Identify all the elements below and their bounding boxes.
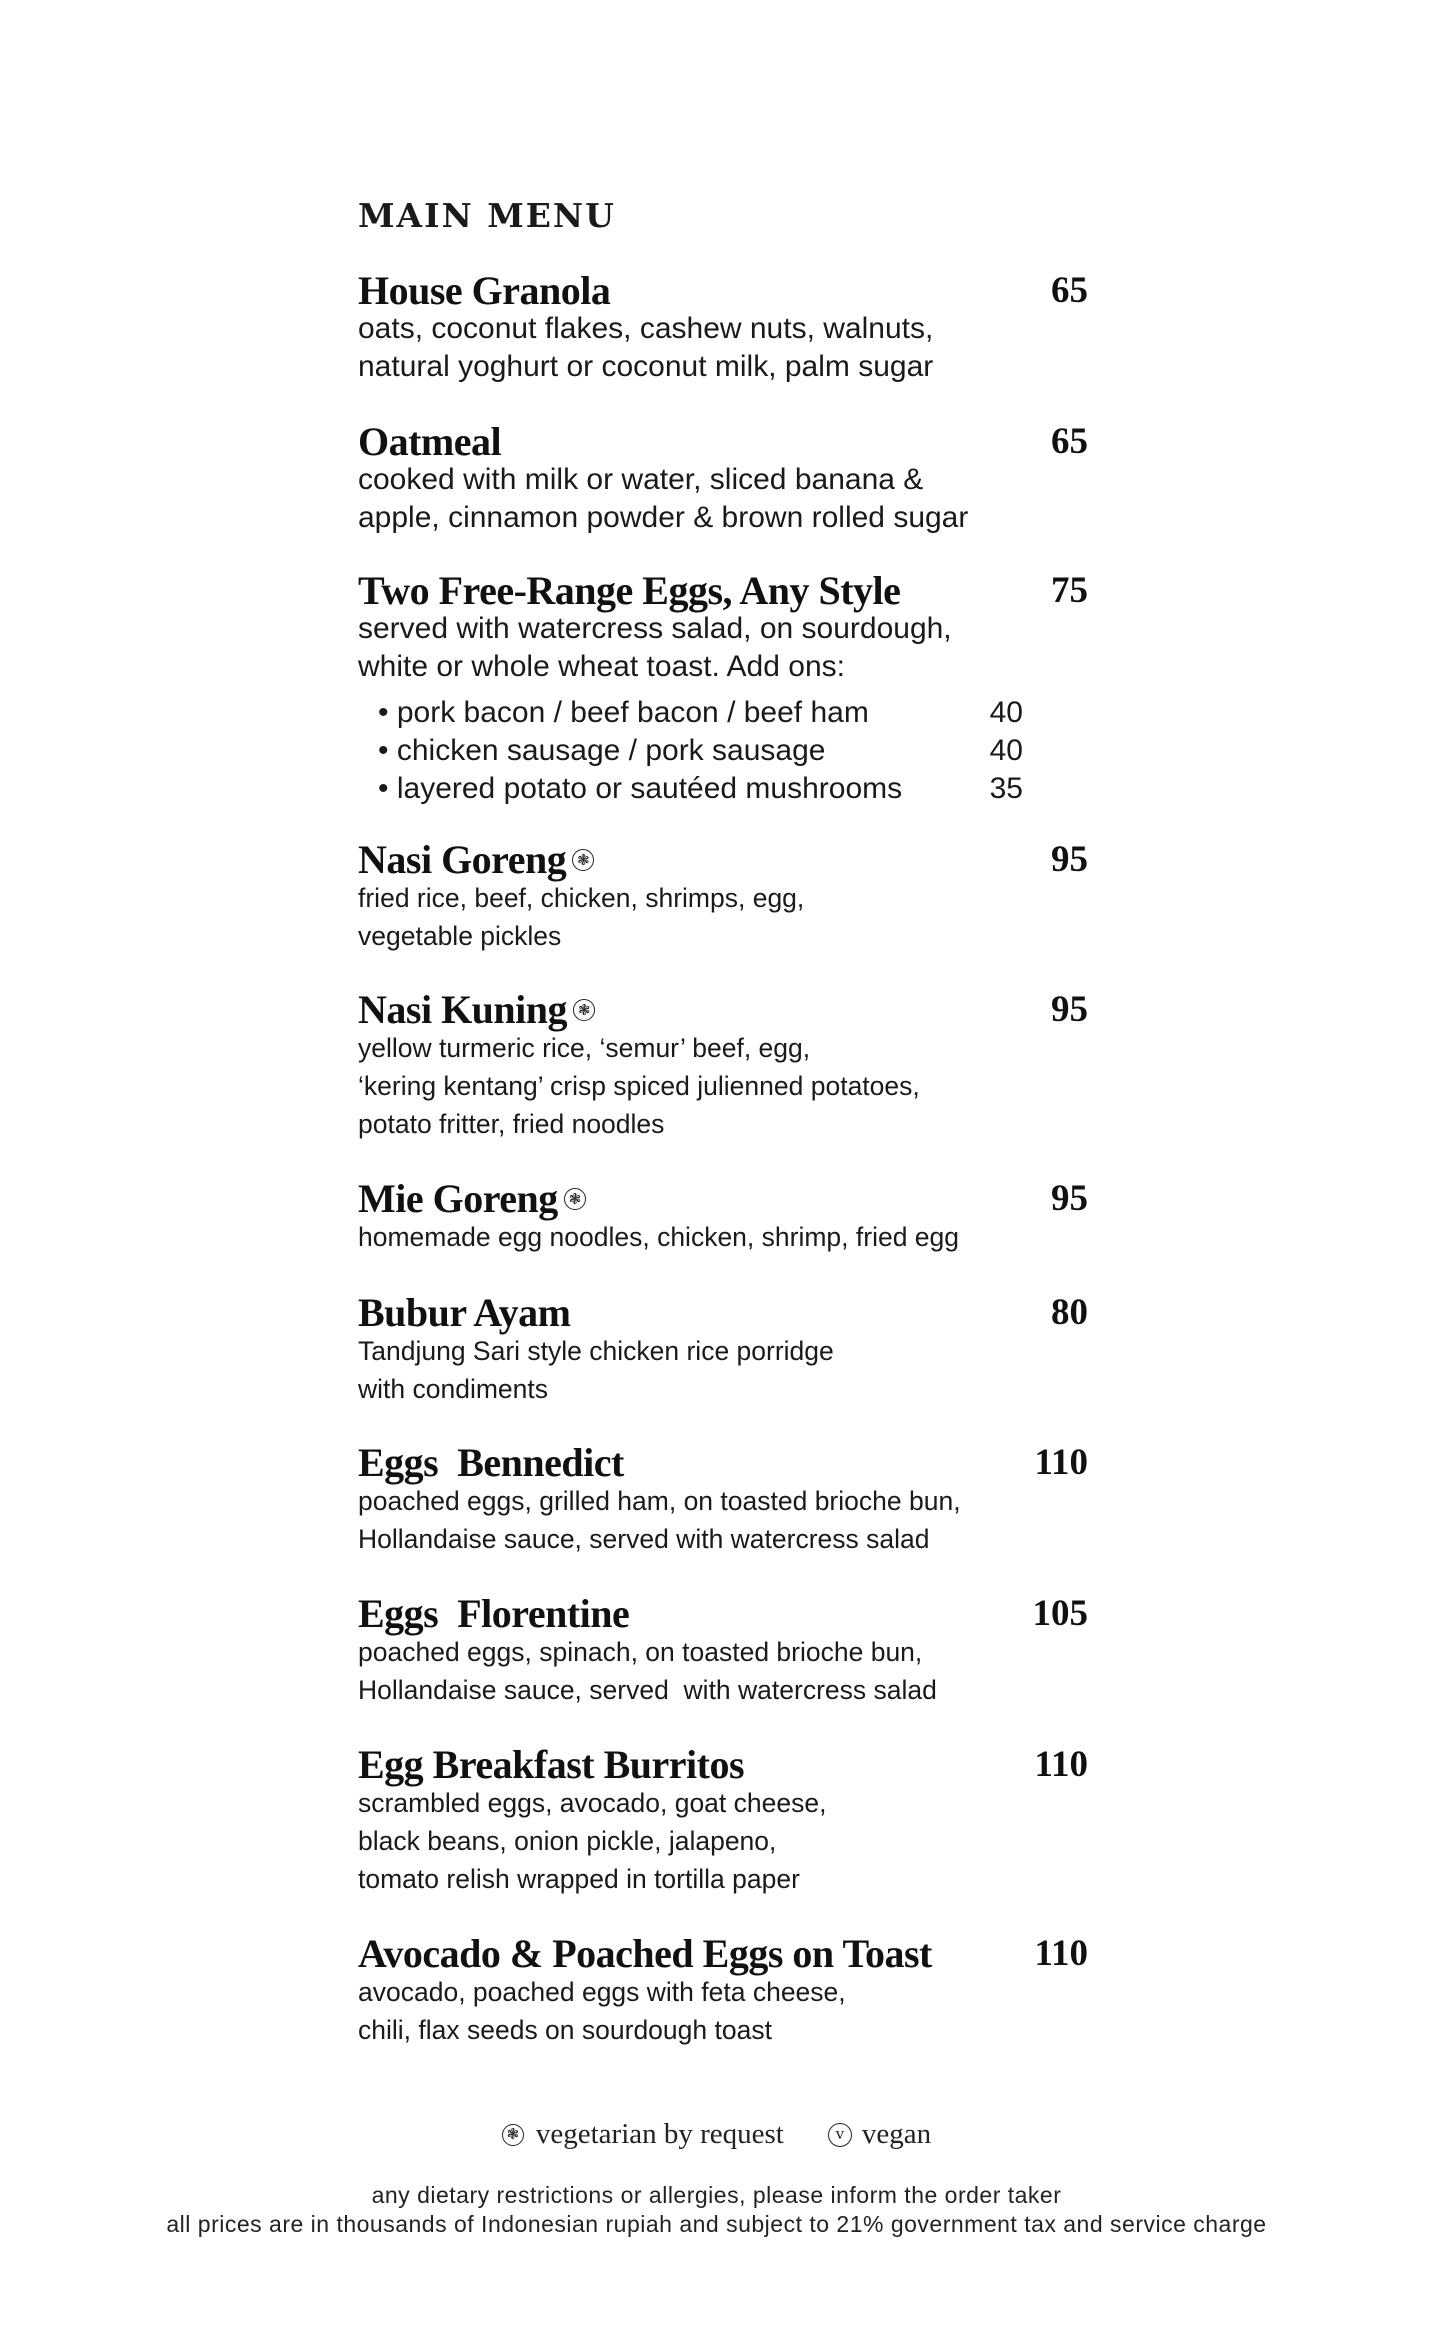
item-price: 65 (1051, 421, 1088, 462)
description-line: poached eggs, grilled ham, on toasted brioche bun, (358, 1486, 961, 1516)
item-name (358, 1178, 1088, 1220)
description-line: scrambled eggs, avocado, goat cheese, (358, 1788, 827, 1818)
description-line: Hollandaise sauce, served with watercress salad (358, 1675, 937, 1705)
description-line: cooked with milk or water, sliced banana & (358, 463, 924, 496)
legend-vegan-label: vegan (861, 2118, 932, 2150)
item-name (358, 421, 1088, 463)
item-name (358, 989, 1088, 1031)
menu-item (358, 839, 1088, 955)
vegetarian-circle-icon: ❃ (564, 1188, 586, 1210)
item-name (358, 270, 1088, 312)
description-line: ‘kering kentang’ crisp spiced julienned potatoes, (358, 1071, 920, 1101)
description-line: black beans, onion pickle, jalapeno, (358, 1826, 777, 1856)
addon-item (358, 770, 1023, 808)
item-price: 95 (1051, 839, 1088, 880)
item-name-text: House Granola (358, 268, 611, 313)
item-price: 65 (1051, 270, 1088, 311)
menu-item (358, 421, 1088, 537)
description-line: potato fritter, fried noodles (358, 1109, 665, 1139)
item-description (358, 310, 1088, 386)
item-price: 110 (1034, 1933, 1088, 1974)
item-name-text: Nasi Goreng (358, 837, 567, 882)
description-line: tomato relish wrapped in tortilla paper (358, 1864, 800, 1894)
item-name-text: Eggs Bennedict (358, 1440, 624, 1485)
item-price: 110 (1034, 1744, 1088, 1785)
item-description (358, 879, 1088, 955)
item-description (358, 1482, 1088, 1558)
menu-item (358, 1178, 1088, 1256)
menu-item (358, 1933, 1088, 2049)
description-line: with condiments (358, 1374, 549, 1404)
item-name (358, 1442, 1088, 1484)
addon-label: • chicken sausage / pork sausage (378, 732, 825, 770)
footer-dietary-note: any dietary restrictions or allergies, please inform the order taker (371, 2182, 1062, 2208)
item-price: 95 (1051, 1178, 1088, 1219)
vegan-v-circle-icon: v (828, 2123, 852, 2147)
description-line: oats, coconut flakes, cashew nuts, walnuts, (358, 312, 934, 345)
description-line: homemade egg noodles, chicken, shrimp, fried egg (358, 1222, 960, 1252)
description-line: apple, cinnamon powder & brown rolled sugar (358, 501, 969, 534)
item-price: 95 (1051, 989, 1088, 1030)
description-line: fried rice, beef, chicken, shrimps, egg, (358, 883, 805, 913)
item-name-text: Bubur Ayam (358, 1290, 571, 1335)
item-description (358, 1973, 1088, 2049)
description-line: Hollandaise sauce, served with watercress salad (358, 1524, 930, 1554)
item-name (358, 1744, 1088, 1786)
dietary-legend (0, 2118, 1433, 2151)
item-name-text: Nasi Kuning (358, 987, 568, 1032)
menu-item (358, 1744, 1088, 1898)
legend-vegan (828, 2118, 931, 2151)
item-description (358, 1218, 1088, 1256)
item-description (358, 1332, 1088, 1408)
item-name (358, 839, 1088, 881)
description-line: yellow turmeric rice, ‘semur’ beef, egg, (358, 1033, 811, 1063)
item-name-text: Eggs Florentine (358, 1591, 630, 1636)
addon-price: 35 (989, 772, 1023, 805)
vegetarian-circle-icon: ❃ (502, 2124, 524, 2146)
menu-item (358, 570, 1088, 808)
addon-label: • layered potato or sautéed mushrooms (378, 770, 902, 808)
addon-price: 40 (989, 734, 1023, 767)
menu-item (358, 270, 1088, 386)
item-description (358, 1029, 1088, 1143)
description-line: natural yoghurt or coconut milk, palm sugar (358, 350, 934, 383)
item-price: 105 (1032, 1593, 1088, 1634)
item-name-text: Avocado & Poached Eggs on Toast (358, 1931, 932, 1976)
item-description (358, 461, 1088, 537)
description-line: Tandjung Sari style chicken rice porridge (358, 1336, 834, 1366)
item-name (358, 1593, 1088, 1635)
description-line: white or whole wheat toast. Add ons: (358, 650, 845, 683)
item-name-text: Egg Breakfast Burritos (358, 1742, 745, 1787)
menu-item (358, 1292, 1088, 1408)
item-name-text: Two Free-Range Eggs, Any Style (358, 568, 901, 613)
legend-vegetarian-label: vegetarian by request (535, 2118, 784, 2150)
addon-price: 40 (989, 696, 1023, 729)
vegetarian-circle-icon: ❃ (573, 999, 595, 1021)
description-line: chili, flax seeds on sourdough toast (358, 2015, 772, 2045)
menu-item (358, 1442, 1088, 1558)
item-name (358, 1292, 1088, 1334)
description-line: served with watercress salad, on sourdough, (358, 612, 952, 645)
item-price: 75 (1051, 570, 1088, 611)
item-name-text: Oatmeal (358, 419, 502, 464)
addon-item (358, 732, 1023, 770)
item-name-text: Mie Goreng (358, 1176, 558, 1221)
description-line: poached eggs, spinach, on toasted brioche bun, (358, 1637, 923, 1667)
addon-list (358, 694, 1023, 808)
description-line: avocado, poached eggs with feta cheese, (358, 1977, 846, 2007)
menu-title: MAIN MENU (358, 196, 616, 235)
addon-item (358, 694, 1023, 732)
item-description (358, 1633, 1088, 1709)
legend-vegetarian (502, 2118, 784, 2151)
item-name (358, 1933, 1088, 1975)
menu-item (358, 989, 1088, 1143)
addon-label: • pork bacon / beef bacon / beef ham (378, 694, 869, 732)
vegetarian-circle-icon: ❃ (572, 849, 594, 871)
item-price: 110 (1034, 1442, 1088, 1483)
item-price: 80 (1051, 1292, 1088, 1333)
menu-item (358, 1593, 1088, 1709)
description-line: vegetable pickles (358, 921, 562, 951)
footer-price-note: all prices are in thousands of Indonesian rupiah and subject to 21% government tax and service charge (166, 2211, 1267, 2237)
item-description (358, 610, 1088, 686)
item-description (358, 1784, 1088, 1898)
item-name (358, 570, 1088, 612)
